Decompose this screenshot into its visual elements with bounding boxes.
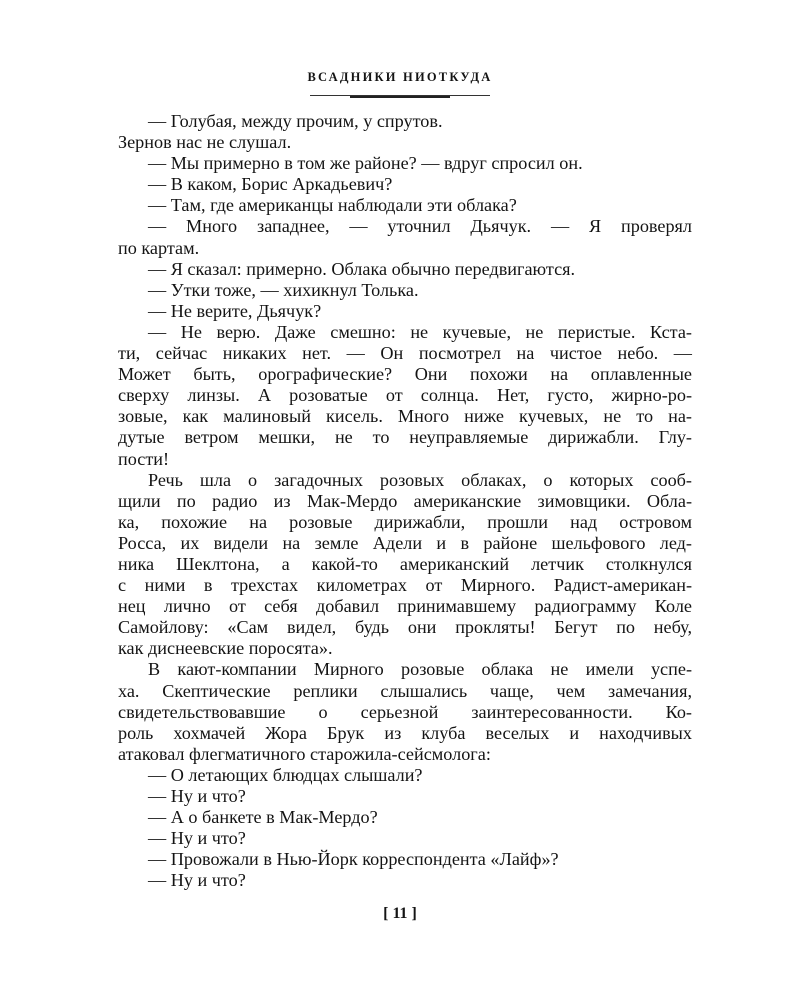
text-line: ти, сейчас никаких нет. — Он посмотрел на чистое небо. —: [118, 343, 692, 364]
text-line: Может быть, орографические? Они похожи на оплавленные: [118, 364, 692, 385]
text-line: Речь шла о загадочных розовых облаках, о которых сооб-: [148, 469, 692, 490]
text-line: — А о банкете в Мак-Мердо?: [148, 807, 378, 828]
header-rule-accent: [350, 96, 450, 98]
text-line: — Не верю. Даже смешно: не кучевые, не перистые. Кста-: [148, 321, 692, 342]
body-text: [118, 111, 692, 891]
text-line: зовые, как малиновый кисель. Много ниже кучевых, не то на-: [118, 406, 692, 427]
text-line: ника Шеклтона, а какой-то американский летчик столкнулся: [118, 553, 692, 574]
text-line: сверху линзы. А розоватые от солнца. Нет, густо, жирно-ро-: [118, 385, 692, 406]
text-line: — Я сказал: примерно. Облака обычно передвигаются.: [148, 258, 576, 279]
text-line: — Там, где американцы наблюдали эти облака?: [148, 195, 517, 216]
text-line: Росса, их видели на земле Адели и в районе шельфового лед-: [118, 532, 692, 553]
text-line: — Ну и что?: [148, 828, 246, 849]
text-line: щили по радио из Мак-Мердо американские зимовщики. Обла-: [118, 490, 692, 511]
page-number: [ 11 ]: [383, 905, 417, 922]
text-line: свидетельствовавшие о серьезной заинтересованности. Ко-: [118, 701, 692, 722]
text-line: как диснеевские поросята».: [118, 638, 333, 659]
text-line: по картам.: [118, 237, 200, 258]
text-line: роль хохмачей Жора Брук из клуба веселых и находчивых: [118, 722, 692, 743]
text-line: — Ну и что?: [148, 870, 246, 891]
text-line: — Провожали в Нью-Йорк корреспондента «Лайф»?: [148, 849, 559, 870]
text-line: — Мы примерно в том же районе? — вдруг спросил он.: [148, 153, 583, 174]
text-line: дутые ветром мешки, не то неуправляемые дирижабли. Глу-: [118, 427, 692, 448]
text-line: В кают-компании Мирного розовые облака не имели успе-: [148, 659, 692, 680]
text-line: ха. Скептические реплики слышались чаще, чем замечания,: [118, 680, 692, 701]
text-line: — Голубая, между прочим, у спрутов.: [148, 111, 443, 131]
text-line: — Ну и что?: [148, 786, 246, 806]
text-line: — Утки тоже, — хихикнул Толька.: [148, 279, 419, 300]
text-line: нец лично от себя добавил принимавшему радиограмму Коле: [118, 596, 692, 617]
text-line: ка, похожие на розовые дирижабли, прошли над островом: [118, 511, 692, 532]
text-line: атаковал флегматичного старожила-сейсмолога:: [118, 743, 491, 764]
running-header: ВСАДНИКИ НИОТКУДА: [307, 70, 493, 84]
text-line: с ними в трехстах километрах от Мирного. Радист-американ-: [118, 575, 692, 596]
text-line: пости!: [118, 448, 170, 469]
text-line: — Не верите, Дьячук?: [148, 300, 322, 321]
text-line: Зернов нас не слушал.: [118, 132, 292, 153]
text-line: Самойлову: «Сам видел, будь они прокляты! Бегут по небу,: [118, 617, 692, 638]
text-line: — О летающих блюдцах слышали?: [148, 764, 423, 785]
text-line: — Много западнее, — уточнил Дьячук. — Я проверял: [148, 216, 692, 237]
text-line: — В каком, Борис Аркадьевич?: [148, 174, 393, 195]
